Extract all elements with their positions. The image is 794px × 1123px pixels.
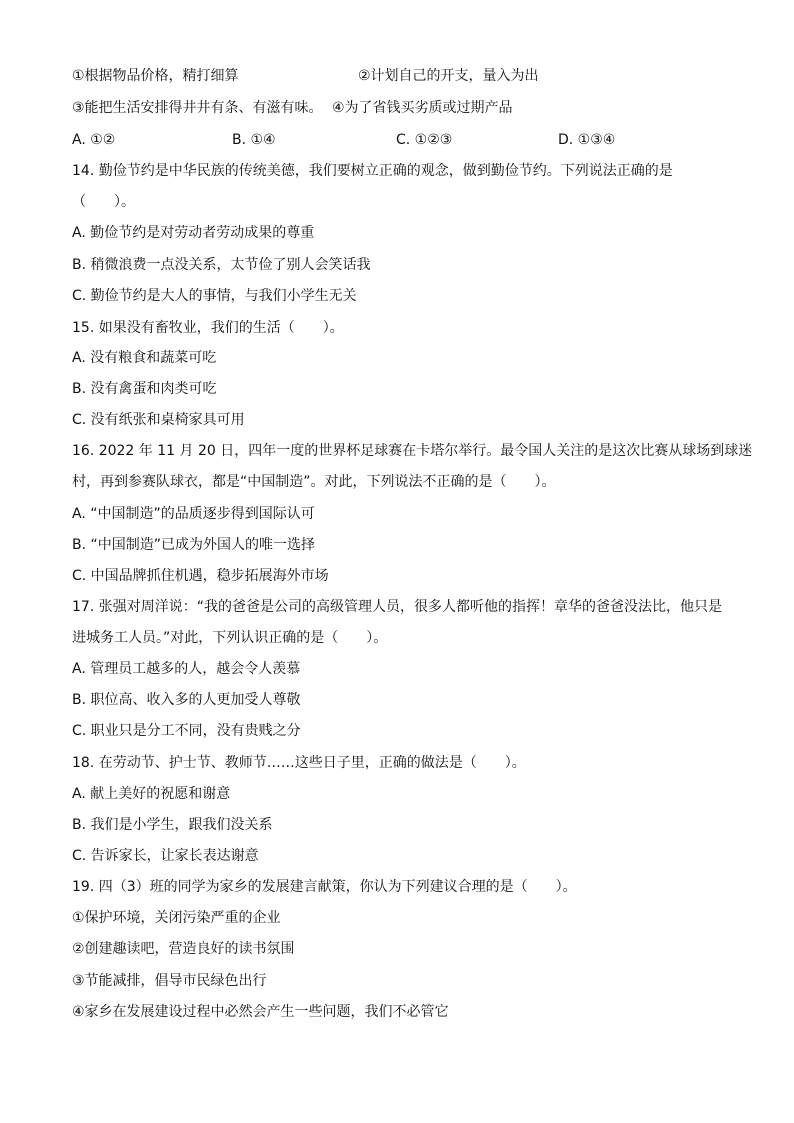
q13-choice-b: B. ①④ [232, 132, 276, 148]
q15-stem: 15. 如果没有畜牧业，我们的生活（ ）。 [72, 320, 344, 336]
q17-option-b: B. 职位高、收入多的人更加受人尊敬 [72, 692, 301, 708]
q15-option-b: B. 没有禽蛋和肉类可吃 [72, 381, 217, 397]
q16-option-c: C. 中国品牌抓住机遇，稳步拓展海外市场 [72, 568, 329, 584]
q18-option-b: B. 我们是小学生，跟我们没关系 [72, 817, 273, 833]
q16-option-b: B. “中国制造”已成为外国人的唯一选择 [72, 537, 316, 553]
q18-option-c: C. 告诉家长，让家长表达谢意 [72, 848, 259, 864]
q16-stem-line-2: 村，再到参赛队球衣，都是“中国制造”。对此，下列说法不正确的是（ ）。 [72, 474, 556, 490]
q14-stem-line-2: （ ）。 [72, 194, 135, 210]
q19-option-4: ④家乡在发展建设过程中必然会产生一些问题，我们不必管它 [72, 1004, 449, 1020]
q13-choice-d: D. ①③④ [558, 132, 616, 148]
q14-stem-line-1: 14. 勤俭节约是中华民族的传统美德，我们要树立正确的观念，做到勤俭节约。下列说法正确的是 [72, 163, 673, 179]
q15-option-c: C. 没有纸张和桌椅家具可用 [72, 412, 245, 428]
q13-option-4: ④为了省钱买劣质或过期产品 [332, 100, 513, 116]
q13-choice-c: C. ①②③ [396, 132, 453, 148]
q13-choice-a: A. ①② [72, 132, 116, 148]
q18-stem: 18. 在劳动节、护士节、教师节……这些日子里，正确的做法是（ ）。 [72, 755, 526, 771]
q17-stem-line-1: 17. 张强对周洋说：“我的爸爸是公司的高级管理人员，很多人都听他的指挥！章华的爸爸没法比，他只是 [72, 599, 722, 615]
q17-stem-line-2: 进城务工人员。”对此，下列认识正确的是（ ）。 [72, 630, 388, 646]
q17-option-c: C. 职业只是分工不同，没有贵贱之分 [72, 723, 301, 739]
q17-option-a: A. 管理员工越多的人，越会令人羡慕 [72, 661, 301, 677]
q16-stem-line-1: 16. 2022 年 11 月 20 日，四年一度的世界杯足球赛在卡塔尔举行。最令国人关注的是这次比赛从球场到球迷 [72, 443, 753, 459]
q18-option-a: A. 献上美好的祝愿和谢意 [72, 786, 231, 802]
q19-option-2: ②创建趣读吧，营造良好的读书氛围 [72, 941, 295, 957]
q19-option-3: ③节能减排，倡导市民绿色出行 [72, 973, 267, 989]
q13-option-1: ①根据物品价格，精打细算 [72, 68, 239, 84]
q13-option-2: ②计划自己的开支，量入为出 [358, 68, 539, 84]
q13-option-3: ③能把生活安排得井井有条、有滋有味。 [72, 100, 323, 116]
q14-option-b: B. 稍微浪费一点没关系，太节俭了别人会笑话我 [72, 257, 371, 273]
q14-option-a: A. 勤俭节约是对劳动者劳动成果的尊重 [72, 225, 315, 241]
q14-option-c: C. 勤俭节约是大人的事情，与我们小学生无关 [72, 288, 357, 304]
q15-option-a: A. 没有粮食和蔬菜可吃 [72, 350, 217, 366]
q19-stem: 19. 四（3）班的同学为家乡的发展建言献策，你认为下列建议合理的是（ ）。 [72, 879, 577, 895]
q19-option-1: ①保护环境，关闭污染严重的企业 [72, 910, 281, 926]
q16-option-a: A. “中国制造”的品质逐步得到国际认可 [72, 506, 315, 522]
